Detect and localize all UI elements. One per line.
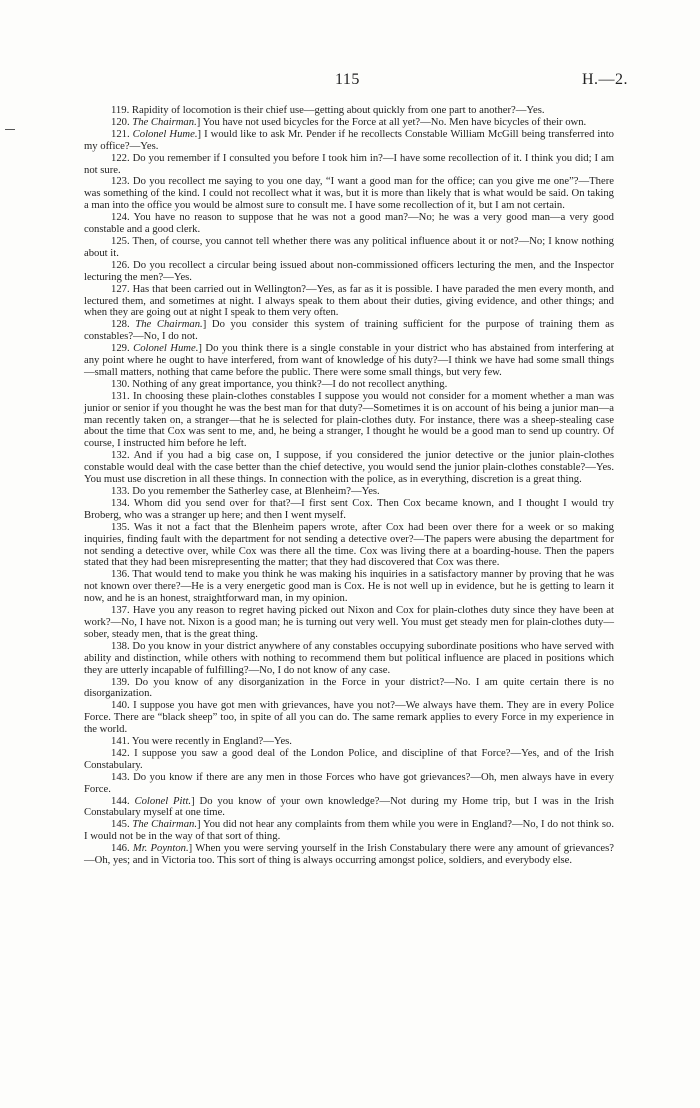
testimony-paragraph: 121. Colonel Hume.] I would like to ask Mr. Pender if he recollects Constable William McGill being transferred into my office?—Yes. [84, 128, 614, 152]
question-number: 120. [111, 116, 130, 128]
testimony-text: I suppose you have got men with grievances, have you not?—We always have them. They are in every Police Force. There are “black sheep” too, in spite of all you can do. The same remark applies to every Force in my experience in the world. [84, 700, 614, 736]
testimony-paragraph [84, 236, 614, 260]
testimony-text: Nothing of any great importance, you think?—I do not recollect anything. [132, 378, 448, 390]
question-number: 132. [111, 450, 130, 462]
testimony-paragraph [84, 284, 614, 320]
question-number: 128. [111, 319, 130, 331]
testimony-text: I suppose you saw a good deal of the London Police, and discipline of that Force?—Yes, and of the Irish Constabulary. [84, 747, 614, 771]
question-number: 137. [111, 605, 130, 617]
testimony-paragraph [84, 569, 614, 605]
testimony-text: You were recently in England?—Yes. [131, 736, 292, 748]
testimony-paragraph [84, 212, 614, 236]
testimony-paragraph: 120. The Chairman.] You have not used bicycles for the Force at all yet?—No. Men have bicycles of their own. [111, 116, 587, 128]
testimony-paragraph: 144. Colonel Pitt.] Do you know of your own knowledge?—Not during my Home trip, but I was in the Irish Constabulary myself at one time. [84, 795, 614, 819]
question-number: 140. [111, 700, 130, 712]
testimony-text: I would like to ask Mr. Pender if he recollects Constable William McGill being transferred into my office?—Yes. [84, 128, 614, 152]
question-number: 133. [111, 486, 130, 497]
testimony-paragraph [84, 260, 614, 284]
testimony-paragraph [84, 605, 614, 641]
testimony-paragraph: 145. The Chairman.] You did not hear any complaints from them while you were in England?—No, I do not think so. I would not be in the way of that sort of thing. [84, 819, 614, 843]
testimony-text: Do you consider this system of training sufficient for the purpose of training them as constables?—No, I do not. [84, 319, 614, 343]
question-number: 129. [111, 343, 130, 355]
testimony-paragraph [84, 700, 614, 736]
question-number: 131. [111, 390, 130, 402]
testimony-paragraph [84, 153, 614, 177]
question-number: 142. [111, 747, 130, 759]
testimony-paragraph [84, 450, 614, 486]
testimony-text: Do you know of any disorganization in the Force in your district?—No. I am quite certain there is no disorganization. [84, 676, 614, 700]
testimony-body [84, 105, 614, 867]
testimony-text: Whom did you send over for that?—I first sent Cox. Then Cox became known, and I thought I would try Broberg, who was a stranger up here; and then I went myself. [84, 497, 614, 521]
question-number: 123. [111, 176, 130, 188]
page-number: 115 [335, 71, 360, 88]
speaker-name: Colonel Hume. [133, 343, 199, 355]
question-number: 146. [111, 843, 130, 855]
question-number: 126. [111, 259, 130, 271]
question-number: 125. [111, 235, 130, 247]
testimony-paragraph [84, 486, 614, 498]
testimony-text: And if you had a big case on, I suppose, if you considered the junior detective or the junior plain-clothes constable would deal with the case better than the chief detective, you would send the junior plain-clothes constable?—Yes. You must use discretion in all these things. In connection with the police, as in everything, discretion is a great thing. [84, 450, 614, 486]
testimony-text: Then, of course, you cannot tell whether there was any political influence about it or not?—No; I know nothing about it. [84, 235, 614, 259]
testimony-paragraph: 146. Mr. Poynton.] When you were serving yourself in the Irish Constabulary there were any amount of grievances?—Oh, yes; and in Victoria too. This sort of thing is always occurring amongst police, soldiers, and everybody else. [84, 843, 615, 867]
question-number: 145. [111, 819, 130, 831]
testimony-paragraph [84, 498, 614, 522]
question-number: 138. [111, 640, 130, 652]
speaker-name: Mr. Poynton. [132, 843, 189, 855]
question-number: 119. [111, 105, 130, 116]
testimony-paragraph [84, 391, 614, 451]
testimony-paragraph [84, 379, 614, 391]
question-number: 143. [111, 771, 130, 783]
testimony-text: Has that been carried out in Wellington?—Yes, as far as it is possible. I have paraded the men every month, and lectured them, and sometimes at night. I always speak to them about their duties, giving evidence, and other things; and when they are going out at night I speak to them very often. [84, 283, 614, 319]
testimony-paragraph [84, 641, 614, 677]
document-reference: H.—2. [581, 71, 628, 88]
margin-mark [5, 129, 15, 130]
testimony-paragraph: 129. Colonel Hume.] Do you think there is a single constable in your district who has abstained from interfering at any point where he ought to have interfered, from want of knowledge of his duty?—I think we have had some small things—small matters, nothing that came before the public. There were some small things, but very few. [84, 343, 614, 378]
testimony-text: That would tend to make you think he was making his inquiries in a satisfactory manner by proving that he was not known over there?—He is a very energetic good man is Cox. He is not well up in evidence, but he is getting to learn it now, and he is an honest, straightforward man, in my opinion. [84, 569, 615, 605]
speaker-name: The Chairman. [132, 819, 197, 831]
testimony-text: You did not hear any complaints from them while you were in England?—No, I do not think so. I would not be in the way of that sort of thing. [84, 819, 614, 843]
testimony-text: Rapidity of locomotion is their chief use—getting about quickly from one part to another?—Yes. [131, 105, 545, 116]
testimony-text: In choosing these plain-clothes constables I suppose you would not consider for a moment whether a man was junior or senior if you thought he was the best man for that duty?—Sometimes it is on account of his being a junior man—a man recently taken on, a stranger—that he is selected for plain-clothes duty. For instance, there was a sheep-stealing case about the time that Cox was sent to me, and, he being a stranger, I thought he would be a good man to send up country. Of course, I instructed him before he left. [84, 390, 614, 450]
question-number: 124. [111, 212, 130, 224]
testimony-text: Do you recollect me saying to you one day, “I want a good man for the office; can you give me one”?—There was something of the kind. I could not recollect what it was, but it is more than likely that is what would be said. On taking a man into the office you would be almost sure to consult me. I have some recollection of it, but I am not certain. [84, 176, 614, 212]
question-number: 130. [111, 378, 130, 390]
testimony-paragraph [84, 736, 614, 748]
testimony-text: Do you know in your district anywhere of any constables occupying subordinate positions who have served with ability and distinction, while others with nothing to recommend them but political influence are placed in positions which they are utterly incapable of fulfilling?—No, I do not know of any case. [84, 640, 614, 676]
testimony-text: Do you recollect a circular being issued about non-commissioned officers lecturing the men, and the Inspector lecturing the men?—Yes. [84, 259, 614, 283]
speaker-name: The Chairman. [132, 116, 197, 128]
speaker-name: Colonel Hume. [132, 128, 198, 140]
speaker-name: Colonel Pitt. [134, 795, 192, 807]
testimony-paragraph: 128. The Chairman.] Do you consider this system of training sufficient for the purpose of training them as constables?—No, I do not. [84, 319, 614, 343]
question-number: 144. [111, 795, 130, 807]
testimony-text: Do you remember the Satherley case, at Blenheim?—Yes. [132, 486, 380, 497]
testimony-paragraph [84, 522, 614, 570]
speaker-name: The Chairman. [135, 319, 203, 331]
question-number: 139. [111, 676, 130, 688]
testimony-text: Do you remember if I consulted you before I took him in?—I have some recollection of it. I think you did; I am not sure. [84, 152, 614, 176]
question-number: 122. [111, 152, 130, 164]
testimony-paragraph [84, 748, 614, 772]
question-number: 135. [111, 521, 130, 533]
question-number: 136. [111, 569, 130, 581]
testimony-text: When you were serving yourself in the Irish Constabulary there were any amount of grievances?—Oh, yes; and in Victoria too. This sort of thing is always occurring amongst police, soldiers, and everybody else. [84, 843, 615, 867]
testimony-paragraph [84, 176, 614, 212]
testimony-paragraph [84, 677, 614, 701]
testimony-text: Was it not a fact that the Blenheim papers wrote, after Cox had been over there for a week or so making inquiries, finding fault with the department for not sending a detective over?—The papers were abusing the department for not sending a detective over, while Cox was there all the time. Cox was living there at a boarding-house. Then the papers stated that they had been misrepresenting the matter; that they had discovered that Cox was there. [84, 521, 614, 569]
question-number: 141. [111, 736, 130, 748]
testimony-text: Do you know of your own knowledge?—Not during my Home trip, but I was in the Irish Constabulary myself at one time. [84, 795, 614, 819]
question-number: 121. [111, 128, 130, 140]
question-number: 134. [111, 497, 130, 509]
testimony-text: You have no reason to suppose that he was not a good man?—No; he was a very good man—a very good constable and a good clerk. [84, 212, 614, 236]
testimony-paragraph [84, 772, 614, 796]
testimony-text: Do you think there is a single constable in your district who has abstained from interfering at any point where he ought to have interfered, from want of knowledge of his duty?—I think we have had some small things—small matters, nothing that came before the public. There were some small things, but very few. [84, 343, 614, 378]
testimony-text: Have you any reason to regret having picked out Nixon and Cox for plain-clothes duty since they have been at work?—No, I have not. Nixon is a good man; he is turning out very well. You must get steady men for plain-clothes duty—sober, steady men, that is the great thing. [84, 605, 614, 640]
testimony-text: You have not used bicycles for the Force at all yet?—No. Men have bicycles of their own. [202, 116, 587, 128]
testimony-text: Do you know if there are any men in those Forces who have got grievances?—Oh, men always have in every Force. [84, 771, 614, 795]
testimony-paragraph [84, 105, 614, 117]
question-number: 127. [111, 283, 130, 295]
